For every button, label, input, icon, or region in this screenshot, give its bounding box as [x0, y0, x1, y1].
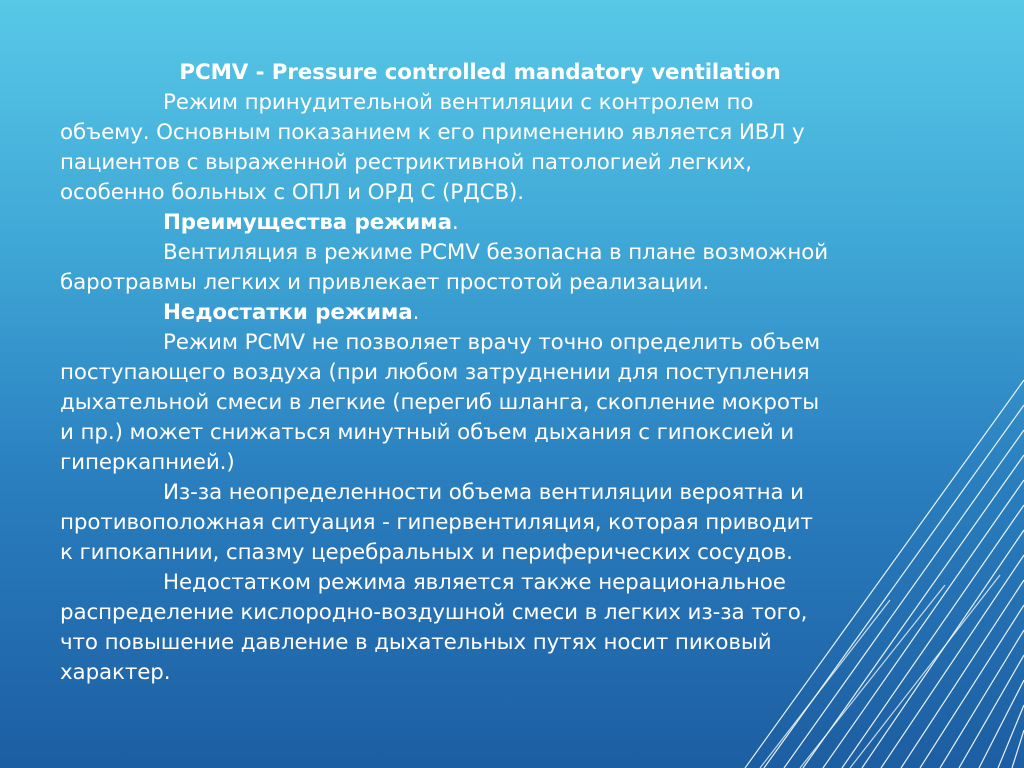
disadvantages-heading-dot: .	[412, 300, 420, 325]
paragraph-advantages	[60, 238, 960, 298]
paragraph-disadvantage-1	[60, 328, 960, 478]
text-line: баротравмы легких и привлекает простотой реализации.	[60, 270, 710, 295]
text-line: что повышение давление в дыхательных путях носит пиковый	[60, 630, 772, 655]
slide-text	[60, 58, 960, 688]
text-line: Вентиляция в режиме PCMV безопасна в плане возможной	[163, 240, 829, 265]
text-line: и пр.) может снижаться минутный объем дыхания с гипоксией и	[60, 420, 795, 445]
text-line: особенно больных с ОПЛ и ОРД С (РДСВ).	[60, 180, 524, 205]
advantages-heading-line	[60, 208, 960, 238]
advantages-heading: Преимущества режима	[163, 210, 452, 235]
disadvantages-heading-line	[60, 298, 960, 328]
text-line: Недостатком режима является также нерациональное	[163, 570, 786, 595]
text-line: Режим принудительной вентиляции с контролем по	[163, 90, 754, 115]
text-line: гиперкапнией.)	[60, 450, 235, 475]
text-line: объему. Основным показанием к его применению является ИВЛ у	[60, 120, 805, 145]
paragraph-disadvantage-2	[60, 478, 960, 568]
text-line: пациентов с выраженной рестриктивной патологией легких,	[60, 150, 752, 175]
text-line: Режим PCMV не позволяет врачу точно определить объем	[163, 330, 821, 355]
text-line: к гипокапнии, спазму церебральных и периферических сосудов.	[60, 540, 793, 565]
text-line: распределение кислородно-воздушной смеси в легких из-за того,	[60, 600, 808, 625]
text-line: характер.	[60, 660, 171, 685]
text-line: дыхательной смеси в легкие (перегиб шланга, скопление мокроты	[60, 390, 820, 415]
text-line: Из-за неопределенности объема вентиляции вероятна и	[163, 480, 804, 505]
slide-title: PCMV - Pressure controlled mandatory ventilation	[179, 60, 781, 85]
text-line: противоположная ситуация - гипервентиляция, которая приводит	[60, 510, 813, 535]
advantages-heading-dot: .	[451, 210, 459, 235]
paragraph-intro	[60, 88, 960, 208]
paragraph-disadvantage-3	[60, 568, 960, 688]
disadvantages-heading: Недостатки режима	[163, 300, 413, 325]
text-line: поступающего воздуха (при любом затруднении для поступления	[60, 360, 810, 385]
